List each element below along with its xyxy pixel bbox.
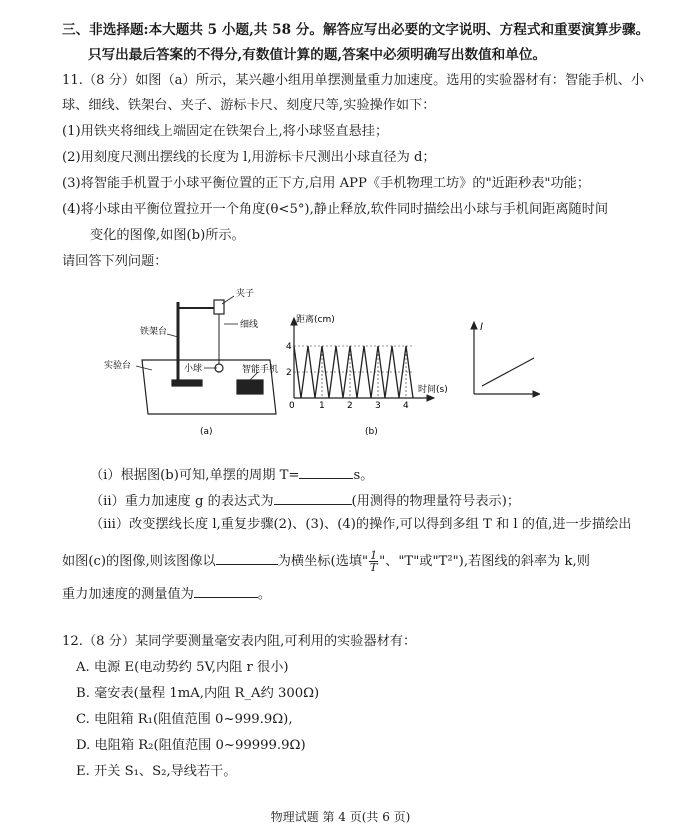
answer-blank-period[interactable] — [299, 464, 353, 479]
q11-step-4: (4)将小球由平衡位置拉开一个角度(θ<5°),静止释放,软件同时描绘出小球与手机间距离随时间 — [62, 202, 609, 217]
q11-sub-ii-note: (用测得的物理量符号表示)； — [351, 494, 521, 509]
label-phone: 智能手机 — [242, 365, 279, 375]
smartphone — [237, 380, 263, 394]
b-ytick-4: 4 — [286, 342, 292, 352]
q11-sub-iii-text-a: 如图(c)的图像,则该图像以 — [62, 554, 216, 569]
answer-blank-abscissa[interactable] — [216, 550, 278, 565]
q11-prompt: 请回答下列问题： — [62, 254, 168, 269]
figure-a — [136, 296, 279, 414]
q12-item-b: B. 毫安表(量程 1mA,内阻 R_A约 300Ω) — [76, 686, 320, 701]
answer-blank-g-value[interactable] — [194, 583, 258, 598]
q11-sub-ii — [90, 490, 520, 511]
b-ytick-2: 2 — [286, 368, 292, 378]
b-ylabel: 距离(cm) — [296, 315, 335, 325]
fraction-one-over-t — [369, 550, 378, 573]
q11-step-1: (1)用铁夹将细线上端固定在铁架台上,将小球竖直悬挂； — [62, 124, 389, 139]
q11-intro-cont: 球、细线、铁架台、夹子、游标卡尺、刻度尺等,实验操作如下： — [62, 98, 436, 113]
c-line — [482, 358, 534, 386]
q11-sub-iii-line1: （iii）改变摆线长度 l,重复步骤(2)、(3)、(4)的操作,可以得到多组 T 和 l 的值,进一步描绘出 — [90, 517, 632, 532]
page-footer: 物理试题 第 4 页(共 6 页) — [270, 810, 411, 824]
section-heading: 三、非选择题:本大题共 5 小题,共 58 分。解答应写出必要的文字说明、方程式和重要演算步骤。 — [62, 22, 650, 38]
q11-sub-iii-text-c: "、"T"或"T²"),若图线的斜率为 k,则 — [379, 554, 590, 569]
q12-item-d: D. 电阻箱 R₂(阻值范围 0~99999.9Ω) — [76, 738, 306, 753]
q11-sub-iii-text-b: 为横坐标(选填" — [277, 554, 369, 569]
b-xtick-3: 3 — [375, 401, 381, 411]
answer-blank-g-expression[interactable] — [274, 490, 352, 505]
q11-sub-i — [90, 464, 373, 485]
caption-b: (b) — [365, 427, 378, 437]
b-xtick-1: 1 — [319, 401, 325, 411]
q11-sub-iii-line3 — [62, 583, 271, 604]
q11-step-4-cont: 变化的图像,如图(b)所示。 — [90, 228, 245, 243]
q11-sub-ii-text: （ii）重力加速度 g 的表达式为 — [90, 494, 274, 509]
fraction-numerator: 1 — [370, 549, 378, 562]
label-stand: 铁架台 — [140, 327, 168, 337]
figure-b — [291, 318, 434, 401]
q11-sub-iii-text-e: 。 — [257, 587, 272, 602]
q12-item-a: A. 电源 E(电动势约 5V,内阻 r 很小) — [76, 660, 289, 675]
q11-figures — [100, 282, 540, 440]
label-lab-table: 实验台 — [104, 361, 132, 371]
b-xtick-2: 2 — [347, 401, 353, 411]
b-xlabel: 时间(s) — [418, 385, 448, 395]
c-ylabel: l — [480, 322, 483, 333]
q12-item-c: C. 电阻箱 R₁(阻值范围 0~999.9Ω), — [76, 712, 293, 727]
b-ytick-0: 0 — [289, 401, 295, 411]
label-ball: 小球 — [184, 364, 203, 374]
b-xtick-4: 4 — [403, 401, 409, 411]
q12-intro: 12.（8 分）某同学要测量毫安表内阻,可利用的实验器材有： — [62, 634, 417, 649]
caption-a: (a) — [200, 427, 213, 437]
q11-step-2: (2)用刻度尺测出摆线的长度为 l,用游标卡尺测出小球直径为 d； — [62, 150, 436, 165]
q11-sub-iii-text-d: 重力加速度的测量值为 — [62, 587, 194, 602]
q12-item-e: E. 开关 S₁、S₂,导线若干。 — [76, 764, 237, 779]
q11-step-3: (3)将智能手机置于小球平衡位置的正下方,启用 APP《手机物理工坊》的"近距秒表"功能； — [62, 176, 591, 191]
q11-intro: 11.（8 分）如图（a）所示，某兴趣小组用单摆测量重力加速度。选用的实验器材有：智能手机、小 — [62, 73, 645, 88]
q11-sub-iii-line2 — [62, 550, 590, 573]
q11-sub-i-text: （i）根据图(b)可知,单摆的周期 T= — [90, 468, 300, 483]
section-note: 只写出最后答案的不得分,有数值计算的题,答案中必须明确写出数值和单位。 — [88, 47, 547, 63]
label-clamp: 夹子 — [236, 289, 255, 299]
b-distance-curve — [294, 346, 413, 398]
label-string: 细线 — [240, 320, 259, 330]
fraction-denominator: T — [369, 561, 378, 574]
clamp — [214, 300, 224, 314]
q11-sub-i-unit: s。 — [353, 468, 374, 483]
figure-c — [471, 322, 540, 397]
